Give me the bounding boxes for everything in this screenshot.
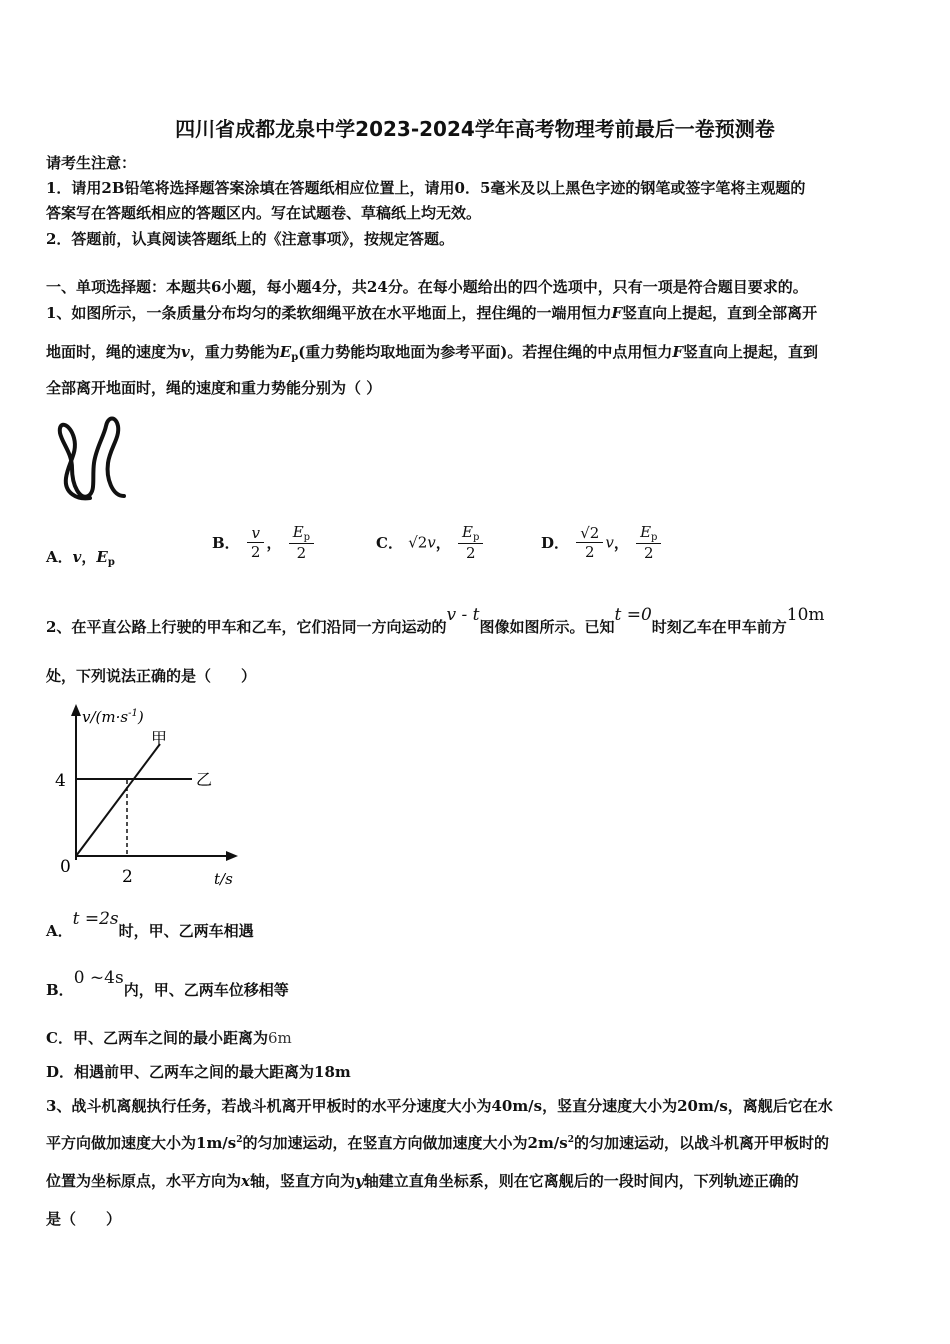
q1-option-d[interactable]: D． $\frac{√2}{2}$ v， $\frac{E_p}{2}$	[541, 523, 663, 562]
vt-graph	[50, 700, 250, 890]
q2-option-c[interactable]: C．甲、乙两车之间的最小距离为6m	[46, 1029, 292, 1047]
page-title: 四川省成都龙泉中学2023-2024学年高考物理考前最后一卷预测卷	[175, 117, 775, 141]
notice-item-1a: 1．请用2B铅笔将选择题答案涂填在答题纸相应位置上，请用0．5毫米及以上黑色字迹的钢笔或签字笔将主观题的	[46, 179, 806, 197]
q1-option-c[interactable]: C． √2v， $\frac{E_p}{2}$	[376, 523, 485, 562]
label-jia: 甲	[151, 729, 168, 748]
q3-line-1: 3、战斗机离舰执行任务，若战斗机离开甲板时的水平分速度大小为40m/s，竖直分速度大小为20m/s，离舰后它在水	[46, 1097, 833, 1115]
q2-line-2: 处，下列说法正确的是（ ）	[46, 667, 257, 685]
q3-line-3: 位置为坐标原点，水平方向为x轴，竖直方向为y轴建立直角坐标系，则在它离舰后的一段时间内，下列轨迹正确的	[46, 1172, 799, 1190]
q2-option-b[interactable]: B．0 ~4s内，甲、乙两车位移相等	[46, 968, 289, 999]
origin-label: 0	[60, 857, 71, 877]
y-axis-arrow	[71, 704, 81, 716]
q2-option-a[interactable]: A．t =2s时，甲、乙两车相遇	[46, 909, 254, 940]
line-jia	[76, 744, 160, 856]
x-axis-label: t/s	[214, 870, 233, 888]
x-axis-arrow	[226, 851, 238, 861]
y-axis-label: $v/(m\cdot s^{-1})$	[82, 708, 144, 726]
x-tick-2: 2	[122, 867, 133, 887]
q3-line-4: 是（ ）	[46, 1210, 122, 1228]
q1-option-b[interactable]: B． $\frac{v}{2}$ ， $\frac{E_p}{2}$	[212, 523, 316, 562]
section-heading: 一、单项选择题：本题共6小题，每小题4分，共24分。在每小题给出的四个选项中，只有一项是符合题目要求的。	[46, 278, 808, 296]
label-yi: 乙	[196, 770, 213, 789]
q1-option-a[interactable]: A．v，$E_p$	[46, 548, 115, 568]
y-tick-4: 4	[55, 771, 66, 791]
q1-line-3: 全部离开地面时，绳的速度和重力势能分别为（ ）	[46, 379, 382, 397]
q1-line-2: 地面时，绳的速度为v，重力势能为$E_p$(重力势能均取地面为参考平面)。若捏住绳的中点用恒力F竖直向上提起，直到	[46, 343, 819, 363]
q1-line-1: 1、如图所示，一条质量分布均匀的柔软细绳平放在水平地面上，捏住绳的一端用恒力F竖直向上提起，直到全部离开	[46, 304, 818, 322]
q2-line-1: 2、在平直公路上行驶的甲车和乙车，它们沿同一方向运动的v - t图像如图所示。已知t =0时刻乙车在甲车前方10m	[46, 605, 825, 636]
notice-heading: 请考生注意：	[46, 154, 137, 172]
notice-item-2: 2．答题前，认真阅读答题纸上的《注意事项》，按规定答题。	[46, 230, 454, 248]
rope-figure	[52, 408, 132, 508]
q2-option-d[interactable]: D．相遇前甲、乙两车之间的最大距离为18m	[46, 1063, 351, 1081]
notice-item-1b: 答案写在答题纸相应的答题区内。写在试题卷、草稿纸上均无效。	[46, 204, 482, 222]
q3-line-2: 平方向做加速度大小为$1m/s^2$的匀加速运动，在竖直方向做加速度大小为$2m/s^2$的匀加速运动，以战斗机离开甲板时的	[46, 1134, 830, 1152]
